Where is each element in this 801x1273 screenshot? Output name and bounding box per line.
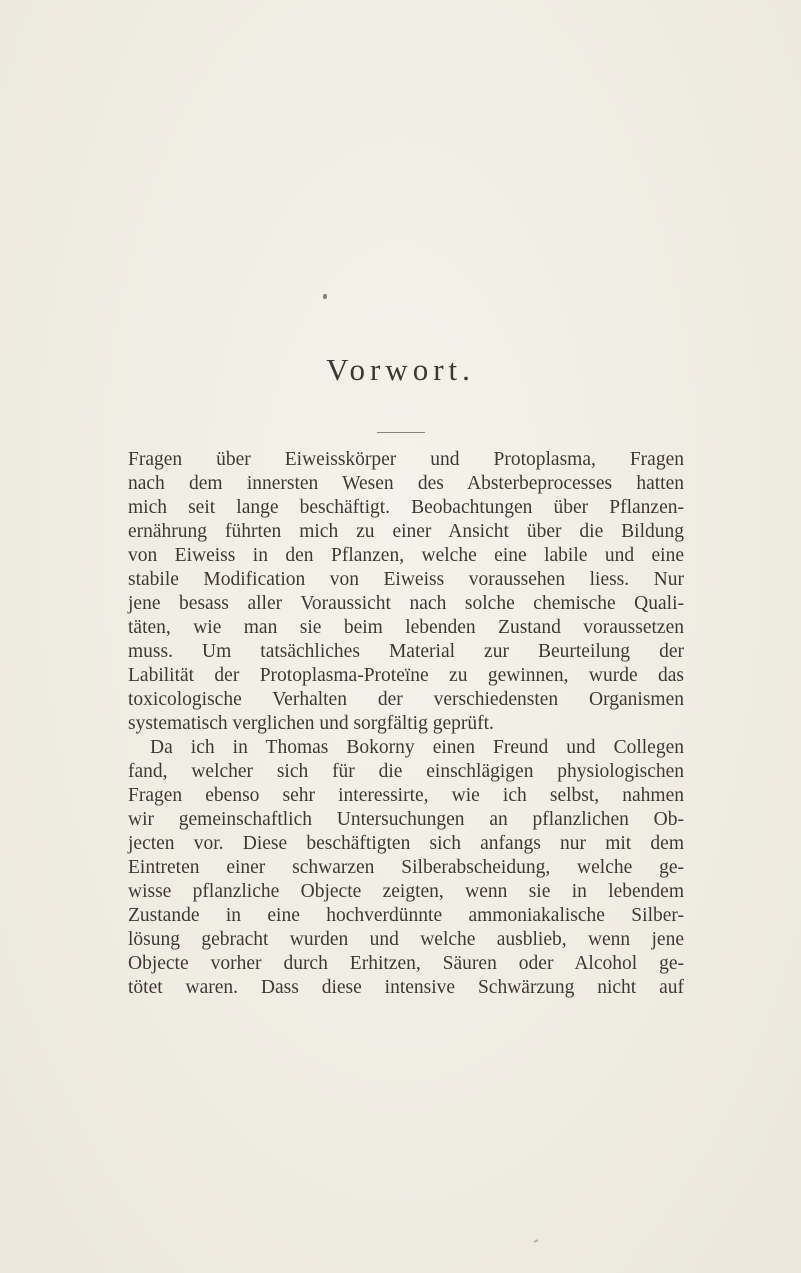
text-line: Zustande in eine hochverdünnte ammoniakalische Silber- [128,905,684,926]
paragraph [128,736,684,1000]
text-line: Fragen über Eiweisskörper und Protoplasma, Fragen [128,449,684,470]
ink-speck [323,294,327,299]
body-text [128,448,684,1000]
text-line: Fragen ebenso sehr interessirte, wie ich selbst, nahmen [128,785,684,806]
text-line: Da ich in Thomas Bokorny einen Freund und Collegen [150,737,684,758]
text-line: jecten vor. Diese beschäftigten sich anfangs nur mit dem [128,833,684,854]
text-line: Labilität der Protoplasma-Proteïne zu gewinnen, wurde das [128,665,684,686]
text-line: wisse pflanzliche Objecte zeigten, wenn sie in lebendem [128,881,684,902]
text-line: stabile Modification von Eiweiss voraussehen liess. Nur [128,569,684,590]
text-line: lösung gebracht wurden und welche ausblieb, wenn jene [128,929,684,950]
text-line: systematisch verglichen und sorgfältig geprüft. [128,713,494,734]
text-line: muss. Um tatsächliches Material zur Beurteilung der [128,641,684,662]
text-line: Eintreten einer schwarzen Silberabscheidung, welche ge- [128,857,684,878]
text-line: mich seit lange beschäftigt. Beobachtungen über Pflanzen- [128,497,684,518]
text-line: täten, wie man sie beim lebenden Zustand voraussetzen [128,617,684,638]
chapter-title: Vorwort. [326,352,475,387]
text-line: toxicologische Verhalten der verschiedensten Organismen [128,689,684,710]
text-line: jene besass aller Voraussicht nach solche chemische Quali- [128,593,684,614]
title-divider [377,432,425,433]
text-line: fand, welcher sich für die einschlägigen physiologischen [128,761,684,782]
text-line: Objecte vorher durch Erhitzen, Säuren oder Alcohol ge- [128,953,684,974]
text-line: wir gemeinschaftlich Untersuchungen an pflanzlichen Ob- [128,809,684,830]
text-line: tötet waren. Dass diese intensive Schwärzung nicht auf [128,977,684,998]
text-line: von Eiweiss in den Pflanzen, welche eine labile und eine [128,545,684,566]
text-line: nach dem innersten Wesen des Absterbeprocesses hatten [128,473,684,494]
ink-mark [534,1239,538,1243]
paragraph [128,448,684,736]
text-line: ernährung führten mich zu einer Ansicht über die Bildung [128,521,684,542]
